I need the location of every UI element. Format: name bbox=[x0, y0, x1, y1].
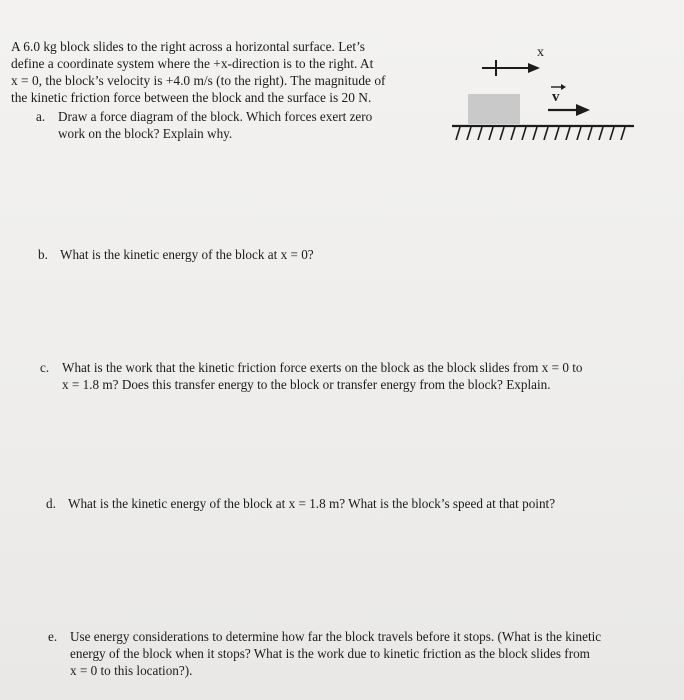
question-e-line-2: energy of the block when it stops? What is the work due to kinetic friction as the block slides from bbox=[70, 646, 590, 661]
question-b-text: What is the kinetic energy of the block at x = 0? bbox=[60, 247, 314, 262]
velocity-label: v bbox=[552, 89, 560, 105]
problem-statement bbox=[11, 38, 431, 106]
question-c-letter: c. bbox=[40, 360, 50, 375]
question-a-line-2: work on the block? Explain why. bbox=[58, 126, 233, 141]
question-b-letter: b. bbox=[38, 247, 48, 262]
intro-line-1: A 6.0 kg block slides to the right across a horizontal surface. Let’s bbox=[11, 39, 366, 54]
question-a-letter: a. bbox=[36, 109, 46, 124]
x-axis-arrow bbox=[482, 60, 540, 76]
question-d bbox=[46, 495, 656, 512]
block-diagram bbox=[440, 30, 640, 140]
question-c-line-2: x = 1.8 m? Does this transfer energy to the block or transfer energy from the block? Explain. bbox=[62, 377, 551, 392]
question-c-line-1: What is the work that the kinetic friction force exerts on the block as the block slides from x = 0 to bbox=[62, 360, 583, 375]
question-c bbox=[40, 359, 650, 393]
velocity-arrow bbox=[548, 104, 590, 116]
x-axis-label: x bbox=[537, 45, 544, 60]
question-e-line-3: x = 0 to this location?). bbox=[70, 663, 193, 678]
question-a-line-1: Draw a force diagram of the block. Which forces exert zero bbox=[58, 109, 373, 124]
question-a bbox=[36, 108, 426, 142]
ground-surface bbox=[452, 126, 634, 140]
question-e-letter: e. bbox=[48, 629, 58, 644]
intro-line-4: the kinetic friction force between the block and the surface is 20 N. bbox=[11, 90, 372, 105]
question-b bbox=[38, 246, 598, 263]
question-d-letter: d. bbox=[46, 496, 56, 511]
question-d-text: What is the kinetic energy of the block at x = 1.8 m? What is the block’s speed at that point? bbox=[68, 496, 556, 511]
intro-line-3: x = 0, the block’s velocity is +4.0 m/s (to the right). The magnitude of bbox=[11, 73, 386, 88]
question-e bbox=[48, 628, 668, 679]
intro-line-2: define a coordinate system where the +x-direction is to the right. At bbox=[11, 56, 374, 71]
question-e-line-1: Use energy considerations to determine how far the block travels before it stops. (What is the kinetic bbox=[70, 629, 602, 644]
block bbox=[468, 94, 520, 124]
